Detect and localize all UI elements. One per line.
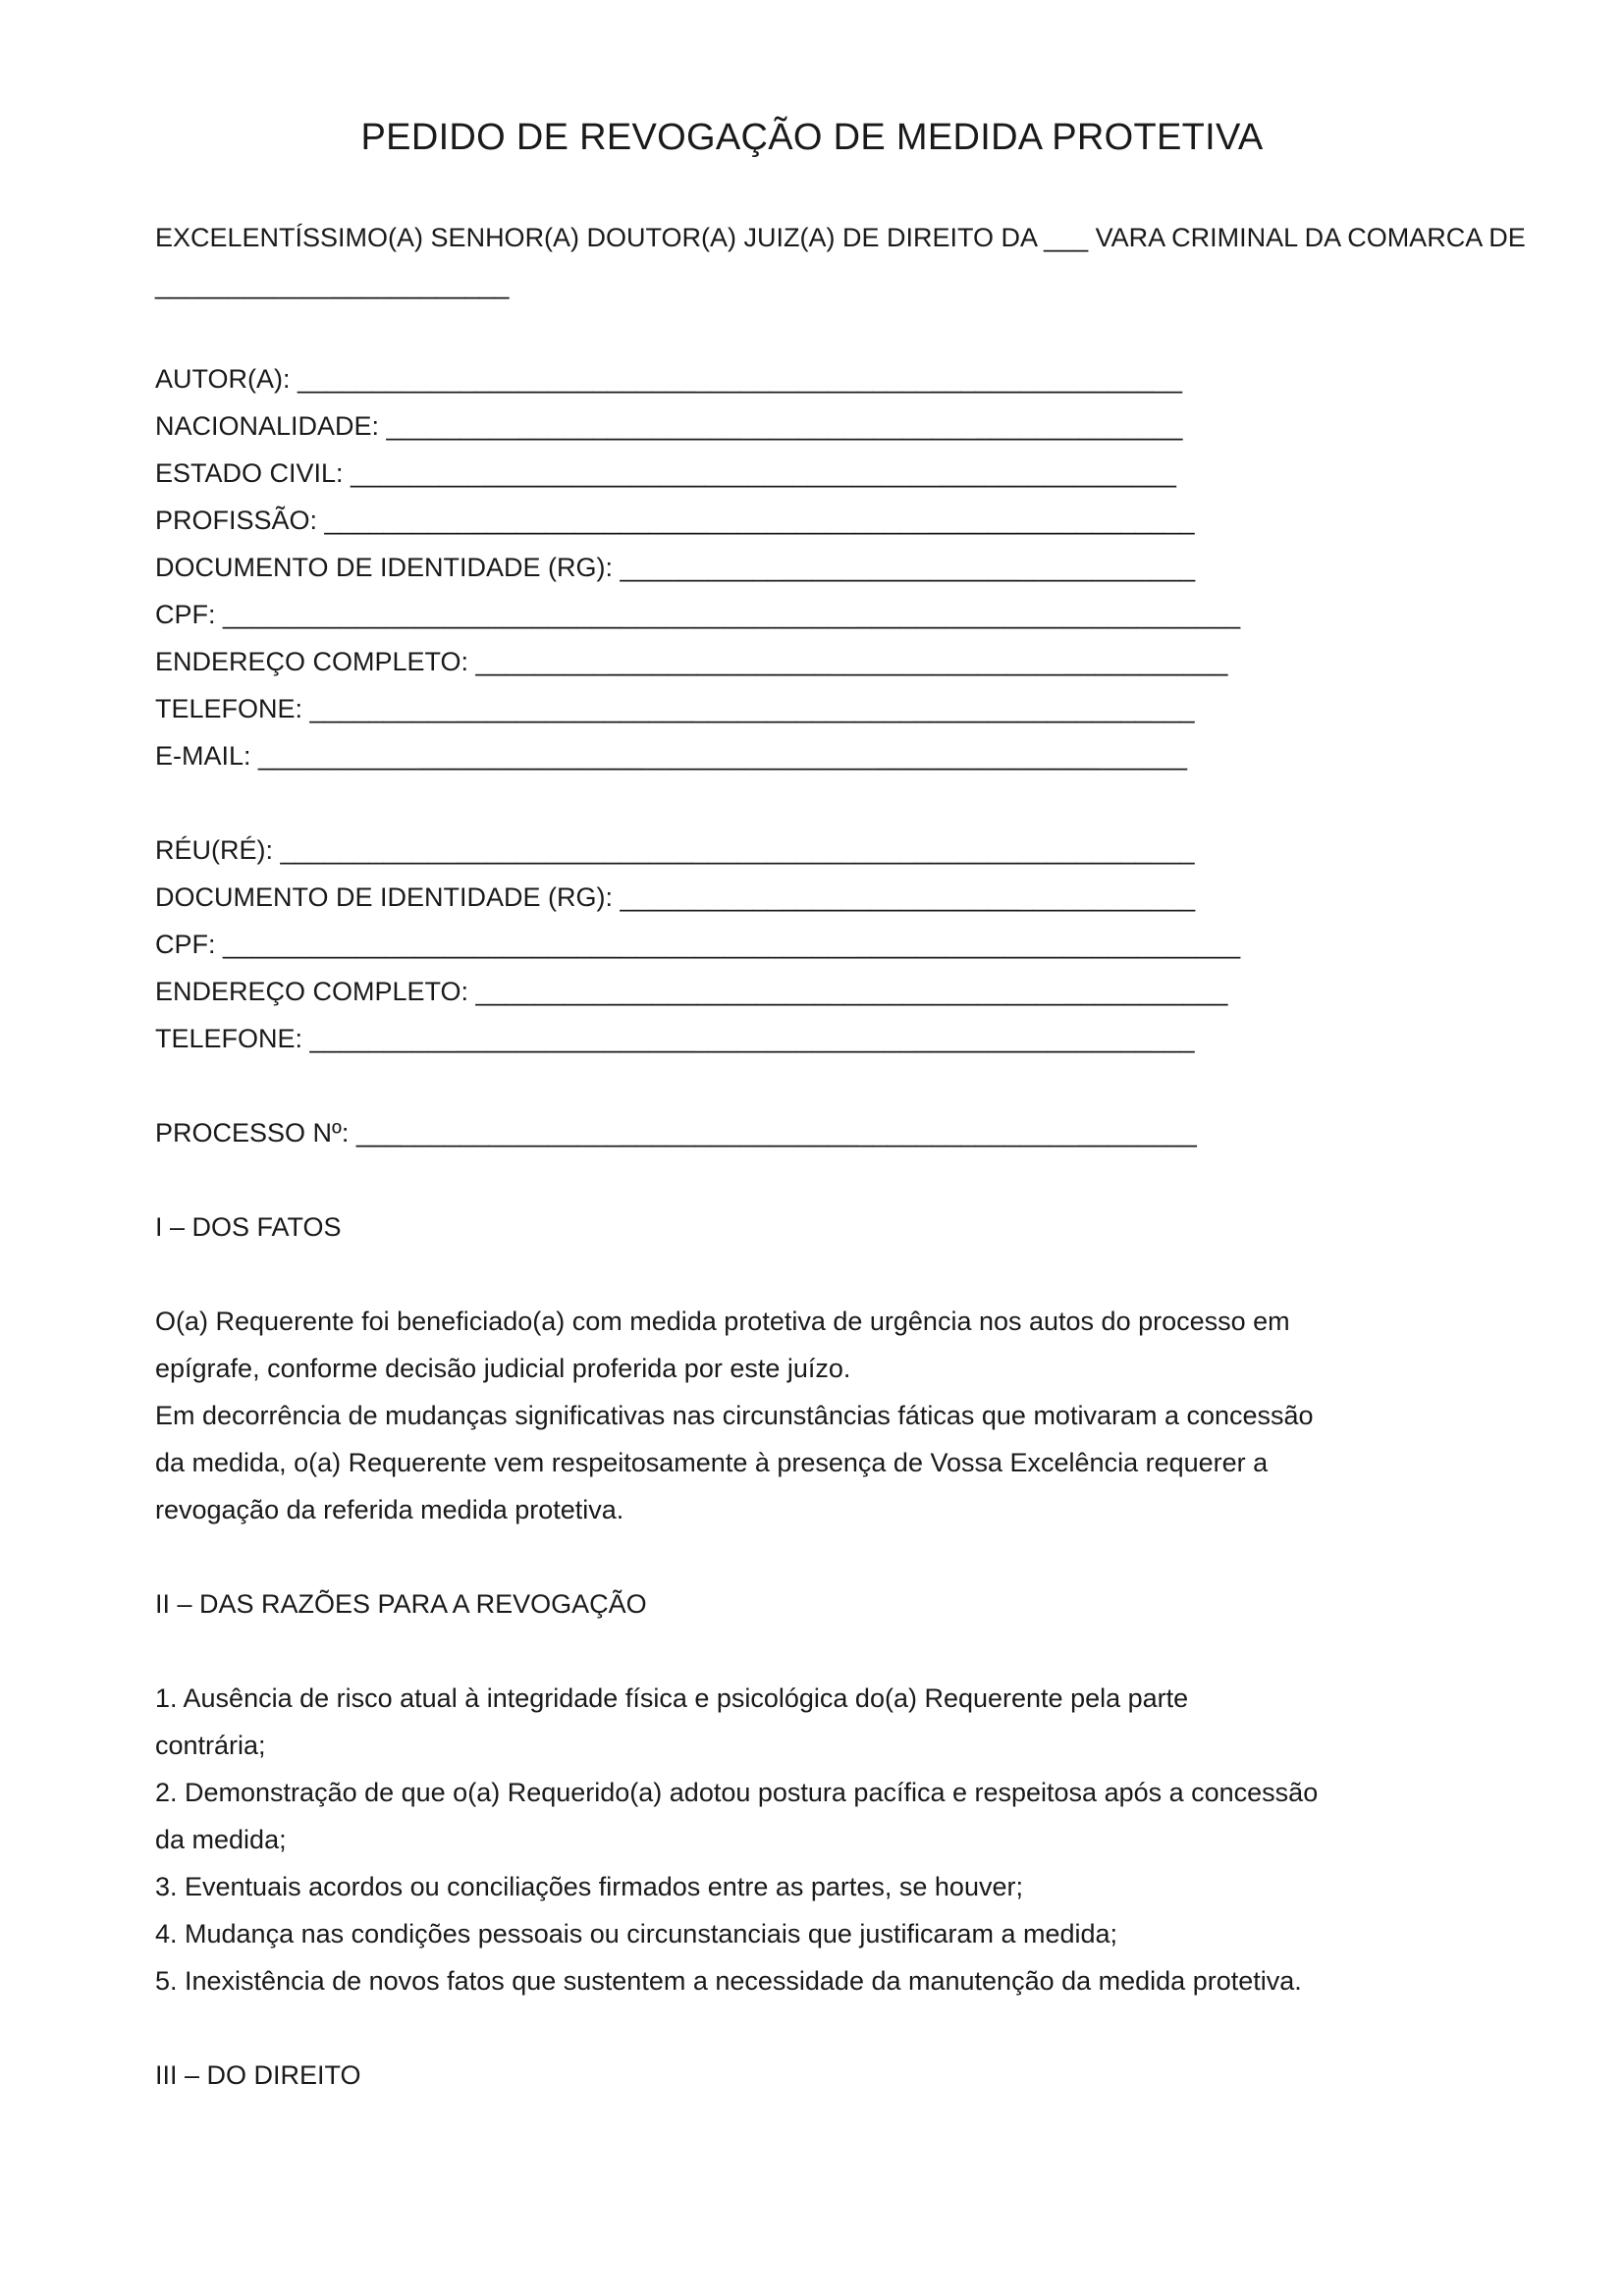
defendant-field-address: ENDEREÇO COMPLETO: ___________________________________________________: [155, 977, 1228, 1006]
author-field-cpf: CPF: _____________________________________________________________________: [155, 600, 1241, 629]
addressee-line-2: ________________________: [155, 270, 510, 299]
defendant-field-phone: TELEFONE: ____________________________________________________________: [155, 1024, 1195, 1053]
reasons-line-6: 4. Mudança nas condições pessoais ou circunstanciais que justificaram a medida;: [155, 1919, 1118, 1949]
reasons-line-2: contrária;: [155, 1731, 266, 1760]
section-heading-facts: I – DOS FATOS: [155, 1212, 342, 1242]
process-number-field: PROCESSO Nº: _________________________________________________________: [155, 1118, 1197, 1148]
section-heading-law: III – DO DIREITO: [155, 2060, 361, 2090]
facts-line-5: revogação da referida medida protetiva.: [155, 1495, 624, 1524]
facts-line-1: O(a) Requerente foi beneficiado(a) com medida protetiva de urgência nos autos do processo em: [155, 1307, 1290, 1336]
author-field-email: E-MAIL: _______________________________________________________________: [155, 741, 1188, 771]
reasons-line-5: 3. Eventuais acordos ou conciliações firmados entre as partes, se houver;: [155, 1872, 1023, 1901]
facts-line-2: epígrafe, conforme decisão judicial proferida por este juízo.: [155, 1354, 851, 1383]
facts-line-3: Em decorrência de mudanças significativas nas circunstâncias fáticas que motivaram a concessão: [155, 1401, 1314, 1430]
addressee-line-1: EXCELENTÍSSIMO(A) SENHOR(A) DOUTOR(A) JUIZ(A) DE DIREITO DA ___ VARA CRIMINAL DA COMARCA DE: [155, 223, 1526, 252]
author-field-rg: DOCUMENTO DE IDENTIDADE (RG): _______________________________________: [155, 553, 1196, 582]
author-field-marital-status: ESTADO CIVIL: ________________________________________________________: [155, 458, 1176, 488]
author-field-name: AUTOR(A): ____________________________________________________________: [155, 364, 1182, 394]
author-field-nationality: NACIONALIDADE: ______________________________________________________: [155, 411, 1183, 441]
reasons-line-3: 2. Demonstração de que o(a) Requerido(a) adotou postura pacífica e respeitosa após a concessão: [155, 1778, 1319, 1807]
author-field-profession: PROFISSÃO: ___________________________________________________________: [155, 506, 1195, 535]
author-field-address: ENDEREÇO COMPLETO: ___________________________________________________: [155, 647, 1228, 676]
reasons-line-4: da medida;: [155, 1825, 287, 1854]
defendant-field-name: RÉU(RÉ): ______________________________________________________________: [155, 835, 1195, 865]
facts-line-4: da medida, o(a) Requerente vem respeitosamente à presença de Vossa Excelência requerer a: [155, 1448, 1269, 1477]
reasons-line-1: 1. Ausência de risco atual à integridade física e psicológica do(a) Requerente pela parte: [155, 1683, 1189, 1713]
document-title: PEDIDO DE REVOGAÇÃO DE MEDIDA PROTETIVA: [360, 117, 1264, 158]
defendant-field-cpf: CPF: _____________________________________________________________________: [155, 930, 1241, 959]
section-heading-reasons: II – DAS RAZÕES PARA A REVOGAÇÃO: [155, 1589, 647, 1619]
author-field-phone: TELEFONE: ____________________________________________________________: [155, 694, 1195, 723]
reasons-line-7: 5. Inexistência de novos fatos que sustentem a necessidade da manutenção da medida protetiva.: [155, 1966, 1302, 1996]
defendant-field-rg: DOCUMENTO DE IDENTIDADE (RG): _______________________________________: [155, 882, 1196, 912]
